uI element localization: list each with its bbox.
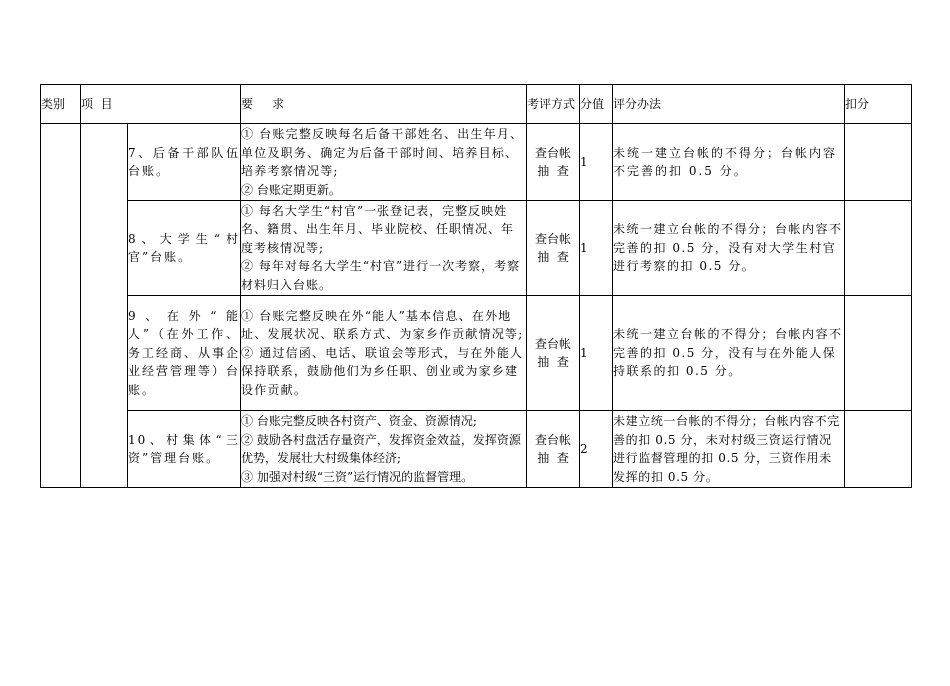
requirement-cell [241, 411, 527, 488]
header-category: 类别 [41, 85, 81, 124]
check-line: 抽 查 [537, 451, 569, 465]
scoring-method-cell: 未统一建立台帐的不得分；台帐内容不完善的扣 0.5 分。 [613, 124, 845, 201]
deduction-cell [845, 201, 912, 296]
check-cell [527, 124, 580, 201]
score-cell: 1 [580, 296, 613, 411]
deduction-cell [845, 296, 912, 411]
table-row [41, 296, 912, 411]
header-row [41, 85, 912, 124]
check-cell [527, 296, 580, 411]
requirement-line: ② 台账定期更新。 [241, 182, 341, 197]
check-line: 查台帐 [535, 231, 572, 246]
check-line: 查台帐 [535, 336, 572, 351]
table-row [41, 411, 912, 488]
item-cell: 10、村集体“三资”管理台账。 [128, 411, 241, 488]
requirement-line: ① 台账完整反映每名后备干部姓名、出生年月、单位及职务、确定为后备干部时间、培养目标、培养考察情况等; [241, 127, 524, 178]
requirement-line: ② 通过信函、电话、联谊会等形式，与在外能人保持联系，鼓励他们为乡任职、创业或为家乡建设作贡献。 [241, 345, 524, 397]
requirement-cell [241, 124, 527, 201]
deduction-cell [845, 411, 912, 488]
requirement-line: ② 每年对每名大学生“村官”进行一次考察，考察材料归入台账。 [241, 259, 521, 292]
check-line: 查台帐 [535, 432, 572, 447]
requirement-cell [241, 296, 527, 411]
item-cell: 8、大学生“村官”台账。 [128, 201, 241, 296]
scoring-method-cell: 未建立统一台帐的不得分；台帐内容不完善的扣 0.5 分，未对村级三资运行情况进行监督管理的扣 0.5 分，三资作用未发挥的扣 0.5 分。 [613, 411, 845, 488]
header-requirement: 要 求 [241, 85, 527, 124]
score-cell: 1 [580, 201, 613, 296]
requirement-line: ① 台账完整反映各村资产、资金、资源情况; [241, 414, 477, 428]
check-line: 抽 查 [537, 355, 569, 369]
table-row [41, 201, 912, 296]
requirement-cell [241, 201, 527, 296]
requirement-line: ② 鼓励各村盘活存量资产，发挥资金效益，发挥资源优势，发展壮大村级集体经济; [241, 432, 521, 465]
requirement-line: ① 每名大学生“村官”一张登记表，完整反映姓名、籍贯、出生年月、毕业院校、任职情况、年度考核情况等; [241, 203, 515, 255]
check-line: 抽 查 [537, 164, 569, 178]
deduction-cell [845, 124, 912, 201]
item-cell: 7、后备干部队伍台账。 [128, 124, 241, 201]
item-cell: 9、在外“能人”（在外工作、务工经商、从事企业经营管理等）台账。 [128, 296, 241, 411]
requirement-line: ③ 加强对村级“三资”运行情况的监督管理。 [241, 469, 474, 484]
header-assessment-method: 考评方式 [527, 85, 580, 124]
category-cell [41, 124, 81, 488]
header-deduction: 扣分 [845, 85, 912, 124]
assessment-table [40, 84, 912, 488]
score-cell: 2 [580, 411, 613, 488]
project-group-cell [81, 124, 128, 488]
header-project: 项 目 [81, 85, 241, 124]
scoring-method-cell: 未统一建立台帐的不得分；台帐内容不完善的扣 0.5 分，没有与在外能人保持联系的扣 0.5 分。 [613, 296, 845, 411]
check-cell [527, 201, 580, 296]
requirement-line: ① 台账完整反映在外“能人”基本信息、在外地址、发展状况、联系方式、为家乡作贡献情况等; [241, 308, 524, 342]
header-score: 分值 [580, 85, 613, 124]
table-row [41, 124, 912, 201]
scoring-method-cell: 未统一建立台帐的不得分；台帐内容不完善的扣 0.5 分，没有对大学生村官进行考察的扣 0.5 分。 [613, 201, 845, 296]
check-line: 查台帐 [535, 145, 572, 160]
score-cell: 1 [580, 124, 613, 201]
check-line: 抽 查 [537, 250, 569, 264]
header-scoring-method: 评分办法 [613, 85, 845, 124]
check-cell [527, 411, 580, 488]
